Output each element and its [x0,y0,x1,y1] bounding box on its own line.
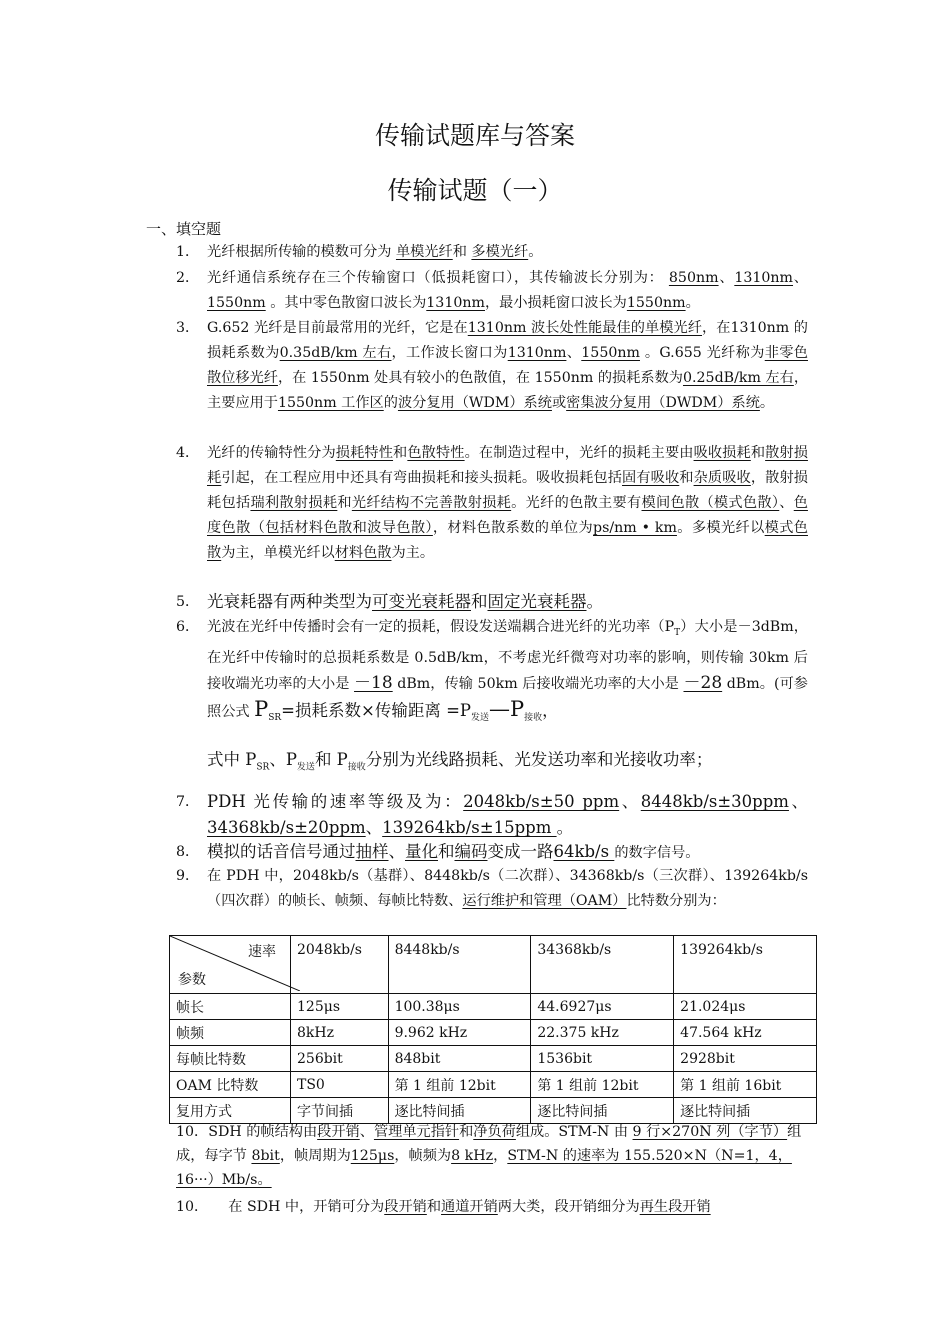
question-number: 7． [176,794,200,810]
answer: 1310nm [507,345,567,361]
question-number: 3． [176,320,200,336]
table-header: 8448kb/s [388,936,531,994]
answer: 色度色散（包括材料色散和波导色散） [207,495,808,536]
table-cell: 2928bit [674,1046,817,1072]
answer: 单模光纤 [395,244,453,260]
answer: 125μs [350,1148,395,1164]
row-label: 帧频 [170,1020,291,1046]
corner-param-label: 参数 [178,972,206,988]
table-cell: 22.375 kHz [531,1020,674,1046]
answer: 1550nm [207,295,266,311]
answer: 色散特性 [407,445,465,461]
question-number: 5． [176,594,200,610]
pdh-parameter-table [169,935,817,1124]
table-cell: 100.38μs [388,994,531,1020]
question-3: 3． G.652 光纤是目前最常用的光纤，它是在1310nm 波长处性能最佳的单模光纤，在1310nm 的损耗系数为0.35dB/km 左右，工作波长窗口为1310nm、1550nm 。G.655 光纤称为非零色散位移光纤，在 1550nm 处具有较小的色散值，在 1550nm 的损耗系数为0.25dB/km 左右，主要应用于1550nm 工作区的波分复用（WDM）系统或密集波分复用（DWDM）系统。 [176,316,808,416]
table-row [170,1046,817,1072]
answer: －28 [683,672,723,693]
answer: 杂质吸收 [693,470,751,486]
answer: 吸收损耗 [693,445,751,461]
document-title: 传输试题库与答案 [374,121,575,150]
question-6: 6． 光波在光纤中传播时会有一定的损耗，假设发送端耦合进光纤的光功率$(P_T)$大小是－3dBm，在光纤中传输时的总损耗系数是 0.5dB/km，不考虑光纤微弯对功率的影响，则传输 30km 后接收端光功率的大小是 －18 dBm，传输 50km 后接收端光功率的大小是 －28 dBm。(可参照公式 $P_{SR}=$损耗系数×传输距离 $=P_{发送}—P_{接收}$， 式中 $P_{SR}$、$P_{发送}$和 $P_{接收}$分别为光线路损耗、光发送功率和光接收功率； [176,615,808,780]
row-label: 帧长 [170,994,291,1020]
document-subtitle: 传输试题（一） [387,176,563,205]
answer: 8448kb/s±30ppm [640,792,789,811]
answer: 1550nm [581,345,640,361]
table-cell: 逐比特间插 [388,1098,531,1124]
answer: 1550nm [626,295,686,311]
answer: 1310nm 波长处性能最佳的单模光纤 [467,320,703,336]
answer: 0.35dB/km 左右 [279,345,392,361]
answer: 段开销 [384,1199,427,1215]
question-number: 9． [176,868,200,884]
answer: 抽样 [355,842,389,861]
answer: 材料色散 [334,545,392,561]
table-cell: 逐比特间插 [674,1098,817,1124]
table-cell: 47.564 kHz [674,1020,817,1046]
answer: 139264kb/s±15ppm [382,818,557,837]
table-cell: 逐比特间插 [531,1098,674,1124]
table-cell: 字节间插 [291,1098,389,1124]
answer: －18 [354,672,393,693]
answer: 管理单元指针 [373,1124,460,1140]
answer: 1310nm [734,270,794,286]
question-8: 8． 模拟的话音信号通过抽样、量化和编码变成一路64kb/s 的数字信号。 [176,839,808,866]
answer: 密集波分复用（DWDM）系统 [566,395,760,411]
answer: 运行维护和管理（OAM） [462,893,627,909]
corner-rate-label: 速率 [248,944,276,960]
table-header: 34368kb/s [531,936,674,994]
answer: 模式色散 [207,520,808,561]
answer: 散射损耗 [207,445,808,486]
table-cell: 9.962 kHz [388,1020,531,1046]
answer: 固有吸收 [622,470,680,486]
answer: 量化 [405,842,438,861]
answer: 多模光纤 [471,244,529,260]
table-cell: 8kHz [291,1020,389,1046]
table-row [170,994,817,1020]
row-label: OAM 比特数 [170,1072,291,1098]
question-10-overhead: 10． 在 SDH 中，开销可分为段开销和通道开销两大类，段开销细分为再生段开销 [176,1199,711,1215]
question-number: 6． [176,619,200,635]
answer: 2048kb/s±50 ppm [463,792,620,811]
question-4: 4． 光纤的传输特性分为损耗特性和色散特性。在制造过程中，光纤的损耗主要由吸收损耗和散射损耗引起，在工程应用中还具有弯曲损耗和接头损耗。吸收损耗包括固有吸收和杂质吸收，散射损耗包括瑞利散射损耗和光纤结构不完善散射损耗。光纤的色散主要有模间色散（模式色散）、色度色散（包括材料色散和波导色散），材料色散系数的单位为ps/nm • km。多模光纤以模式色散为主，单模光纤以材料色散为主。 [176,441,808,566]
answer: 模间色散（模式色散） [641,495,780,511]
question-2: 2． 光纤通信系统存在三个传输窗口（低损耗窗口），其传输波长分别为： 850nm、1310nm、1550nm 。其中零色散窗口波长为1310nm，最小损耗窗口波长为1550nm。 [176,266,808,316]
answer: STM-N 的速率为 155.520×N（N=1，4，16···）Mb/s。 [176,1148,792,1188]
table-cell: 256bit [291,1046,389,1072]
table-header: 2048kb/s [291,936,389,994]
answer: 净负荷 [473,1124,516,1140]
question-10-frame: 10．SDH 的帧结构由段开销、管理单元指针和净负荷组成。STM-N 由 9 行×270N 列（字节）组成，每字节 8bit，帧周期为125μs，帧频为8 kHz，STM-N 的速率为 155.520×N（N=1，4，16···）Mb/s。 [176,1124,802,1188]
answer: 光纤结构不完善散射损耗 [351,495,512,511]
row-label: 复用方式 [170,1098,291,1124]
answer: 通道开销 [441,1199,498,1215]
answer: 损耗特性 [335,445,394,461]
answer: 可变光衰耗器 [372,592,471,611]
row-label: 每帧比特数 [170,1046,291,1072]
answer: 8bit [251,1148,280,1164]
table-cell: 第 1 组前 12bit [531,1072,674,1098]
answer: 9 行×270N 列（字节） [632,1124,788,1140]
answer: 1310nm [426,295,485,311]
answer: ps/nm • km [593,520,677,536]
answer: 0.25dB/km 左右 [682,370,794,386]
answer: 8 kHz [451,1148,494,1164]
answer: 瑞利散射损耗 [250,495,338,511]
table-cell: 1536bit [531,1046,674,1072]
table-cell: 848bit [388,1046,531,1072]
question-number: 1． [176,244,200,260]
table-header: 139264kb/s [674,936,817,994]
question-9: 9． 在 PDH 中，2048kb/s（基群）、8448kb/s（二次群）、34368kb/s（三次群）、139264kb/s（四次群）的帧长、帧频、每帧比特数、运行维护和管理（OAM）比特数分别为： [176,864,808,914]
answer: 编码 [454,842,488,861]
question-5: 5． 光衰耗器有两种类型为可变光衰耗器和固定光衰耗器。 [176,589,808,615]
question-1: 1． 光纤根据所传输的模数可分为 单模光纤和 多模光纤。 [176,240,808,265]
question-number: 8． [176,844,200,860]
question-number: 2． [176,270,200,286]
answer: 64kb/s [553,842,615,861]
table-cell: TS0 [291,1072,389,1098]
answer: 非零色散位移光纤 [207,345,808,386]
table-row [170,1020,817,1046]
answer: 850nm [668,270,719,286]
answer: 段开销 [317,1124,360,1140]
answer: 波分复用（WDM）系统 [397,395,552,411]
question-number: 4． [176,445,200,461]
table-cell: 第 1 组前 16bit [674,1072,817,1098]
answer: 再生段开销 [639,1199,711,1215]
table-cell: 125μs [291,994,389,1020]
table-corner-cell [170,936,291,994]
section-heading: 一、填空题 [146,220,222,238]
answer: 34368kb/s±20ppm [207,818,366,837]
table-cell: 第 1 组前 12bit [388,1072,531,1098]
table-row [170,1072,817,1098]
answer: 固定光衰耗器 [487,592,587,611]
answer: 1550nm 工作区 [277,395,384,411]
table-cell: 21.024μs [674,994,817,1020]
question-7: 7． PDH 光传输的速率等级及为：2048kb/s±50 ppm、8448kb/s±30ppm、34368kb/s±20ppm、139264kb/s±15ppm 。 [176,789,808,841]
table-cell: 44.6927μs [531,994,674,1020]
